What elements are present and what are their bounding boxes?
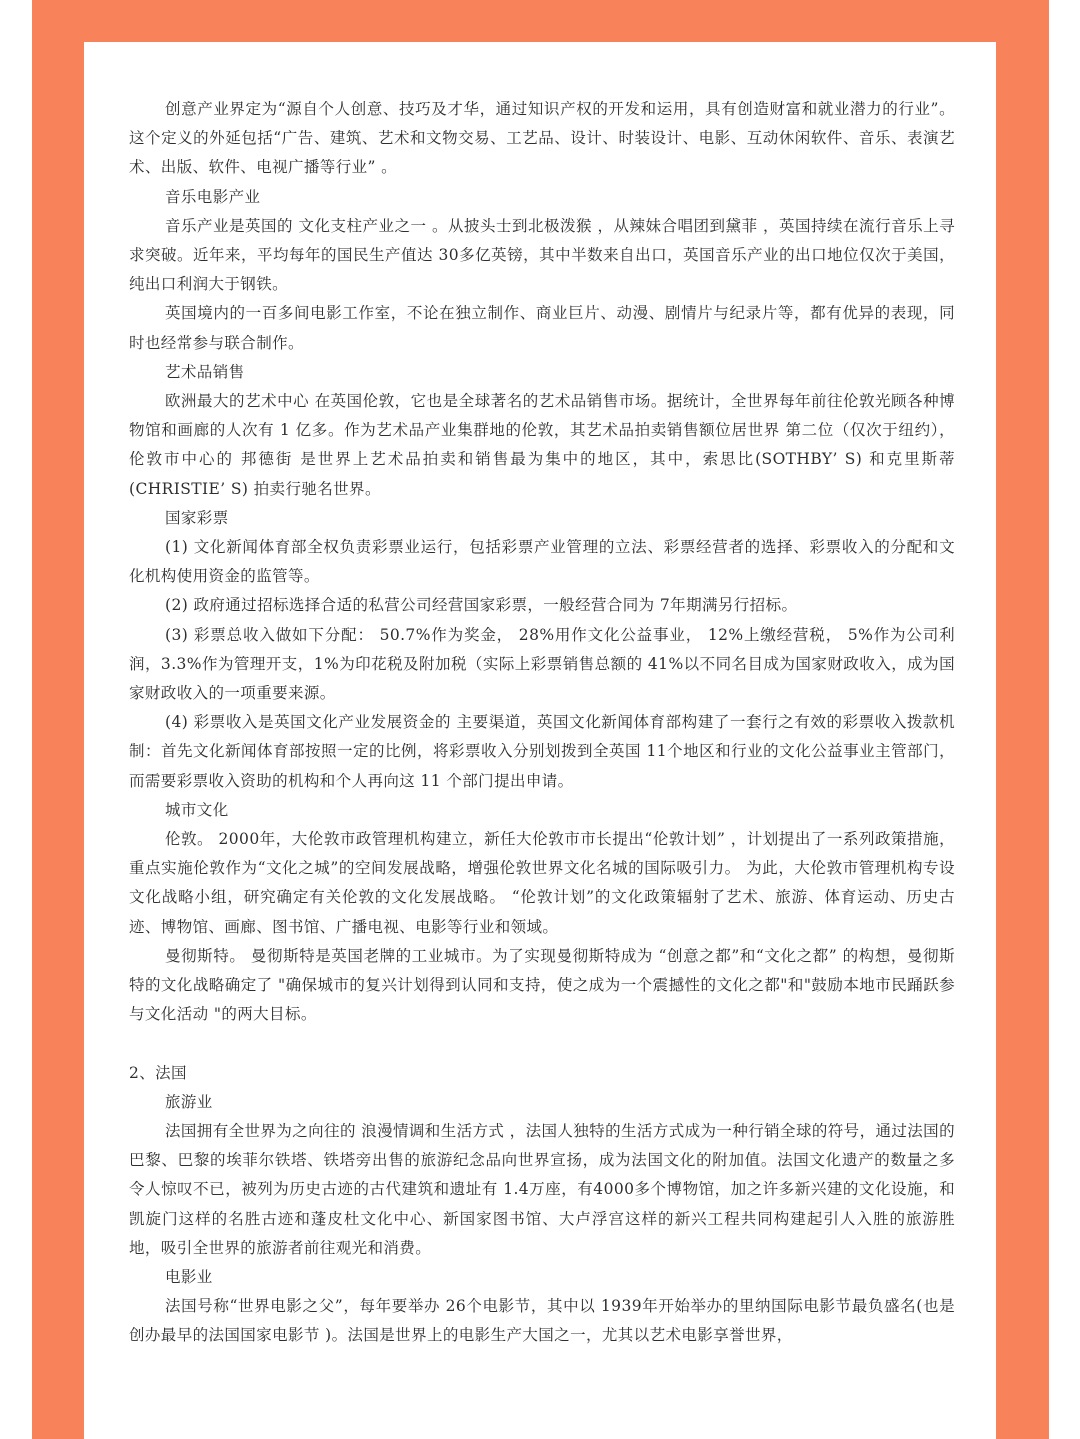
- paragraph-lottery-4: (4) 彩票收入是英国文化产业发展资金的 主要渠道，英国文化新闻体育部构建了一套行之有效的彩票收入拨款机制：首先文化新闻体育部按照一定的比例，将彩票收入分别划拨到全英国 11个地区和行业的文化公益事业主管部门，而需要彩票收入资助的机构和个人再向这 11 个部门提出申请。: [129, 713, 955, 790]
- heading-film-industry: 电影业: [165, 1267, 213, 1286]
- heading-tourism: 旅游业: [165, 1092, 213, 1111]
- paragraph-london: 伦敦。 2000年，大伦敦市政管理机构建立，新任大伦敦市市长提出“伦敦计划” ，计划提出了一系列政策措施，重点实施伦敦作为“文化之城”的空间发展战略，增强伦敦世界文化名城的国际吸引力。 为此，大伦敦市管理机构专设文化战略小组，研究确定有关伦敦的文化发展战略。 “伦敦计划”的文化政策辐射了艺术、旅游、体育运动、历史古迹、博物馆、画廊、图书馆、广播电视、电影等行业和领域。: [129, 830, 955, 936]
- paragraph-lottery-2: (2) 政府通过招标选择合适的私营公司经营国家彩票，一般经营合同为 7年期满另行招标。: [165, 596, 798, 615]
- paragraph-film: 英国境内的一百多间电影工作室，不论在独立制作、商业巨片、动漫、剧情片与纪录片等，都有优异的表现，同时也经常参与联合制作。: [129, 304, 955, 352]
- heading-city-culture: 城市文化: [165, 800, 229, 819]
- paragraph-tourism: 法国拥有全世界为之向往的 浪漫情调和生活方式 ，法国人独特的生活方式成为一种行销全球的符号，通过法国的巴黎、巴黎的埃菲尔铁塔、铁塔旁出售的旅游纪念品向世界宣扬，成为法国文化的附加值。法国文化遗产的数量之多令人惊叹不已，被列为历史古迹的古代建筑和遗址有 1.4万座，有4000多个博物馆，加之许多新兴建的文化设施，和凯旋门这样的名胜古迹和蓬皮杜文化中心、新国家图书馆、大卢浮宫这样的新兴工程共同构建起引人入胜的旅游胜地，吸引全世界的旅游者前往观光和消费。: [129, 1121, 955, 1257]
- paragraph-music: 音乐产业是英国的 文化支柱产业之一 。从披头士到北极泼猴 ，从辣妹合唱团到黛菲 ，英国持续在流行音乐上寻求突破。近年来，平均每年的国民生产值达 30多亿英镑，其中半数来自出口，英国音乐产业的出口地位仅次于美国，纯出口利润大于钢铁。: [129, 216, 955, 294]
- paragraph-lottery-3: (3) 彩票总收入做如下分配： 50.7%作为奖金， 28%用作文化公益事业， 12%上缴经营税， 5%作为公司利润，3.3%作为管理开支，1%为印花税及附加税（实际上彩票销售总额的 41%以不同名目成为国家财政收入，成为国家财政收入的一项重要来源。: [129, 625, 955, 703]
- paragraph-film-industry: 法国号称“世界电影之父”，每年要举办 26个电影节，其中以 1939年开始举办的里纳国际电影节最负盛名(也是创办最早的法国国家电影节 )。法国是世界上的电影生产大国之一，尤其以艺术电影享誉世界，: [129, 1297, 955, 1345]
- heading-national-lottery: 国家彩票: [165, 508, 229, 527]
- heading-music-film: 音乐电影产业: [165, 187, 261, 206]
- document-body: [129, 95, 955, 1351]
- paragraph-lottery-1: (1) 文化新闻体育部全权负责彩票业运行，包括彩票产业管理的立法、彩票经营者的选择、彩票收入的分配和文化机构使用资金的监管等。: [129, 538, 955, 586]
- heading-art-sales: 艺术品销售: [165, 362, 245, 381]
- intro-paragraph: 创意产业界定为“源自个人创意、技巧及才华，通过知识产权的开发和运用，具有创造财富和就业潜力的行业”。这个定义的外延包括“广告、建筑、艺术和文物交易、工艺品、设计、时装设计、电影、互动休闲软件、音乐、表演艺术、出版、软件、电视广播等行业” 。: [129, 100, 955, 177]
- paragraph-art-sales: 欧洲最大的艺术中心 在英国伦敦，它也是全球著名的艺术品销售市场。据统计，全世界每年前往伦敦光顾各种博物馆和画廊的人次有 1 亿多。作为艺术品产业集群地的伦敦，其艺术品拍卖销售额位居世界 第二位（仅次于纽约），伦敦市中心的 邦德街 是世界上艺术品拍卖和销售最为集中的地区，其中，索思比(SOTHBY’ S) 和克里斯蒂 (CHRISTIE’ S) 拍卖行驰名世界。: [129, 392, 955, 498]
- section-title-france: 2、法国: [129, 1063, 187, 1082]
- paragraph-manchester: 曼彻斯特。 曼彻斯特是英国老牌的工业城市。为了实现曼彻斯特成为 “创意之都”和“文化之都” 的构想，曼彻斯特的文化战略确定了 "确保城市的复兴计划得到认同和支持，使之成为一个震撼性的文化之都"和"鼓励本地市民踊跃参与文化活动 "的两大目标。: [129, 946, 955, 1024]
